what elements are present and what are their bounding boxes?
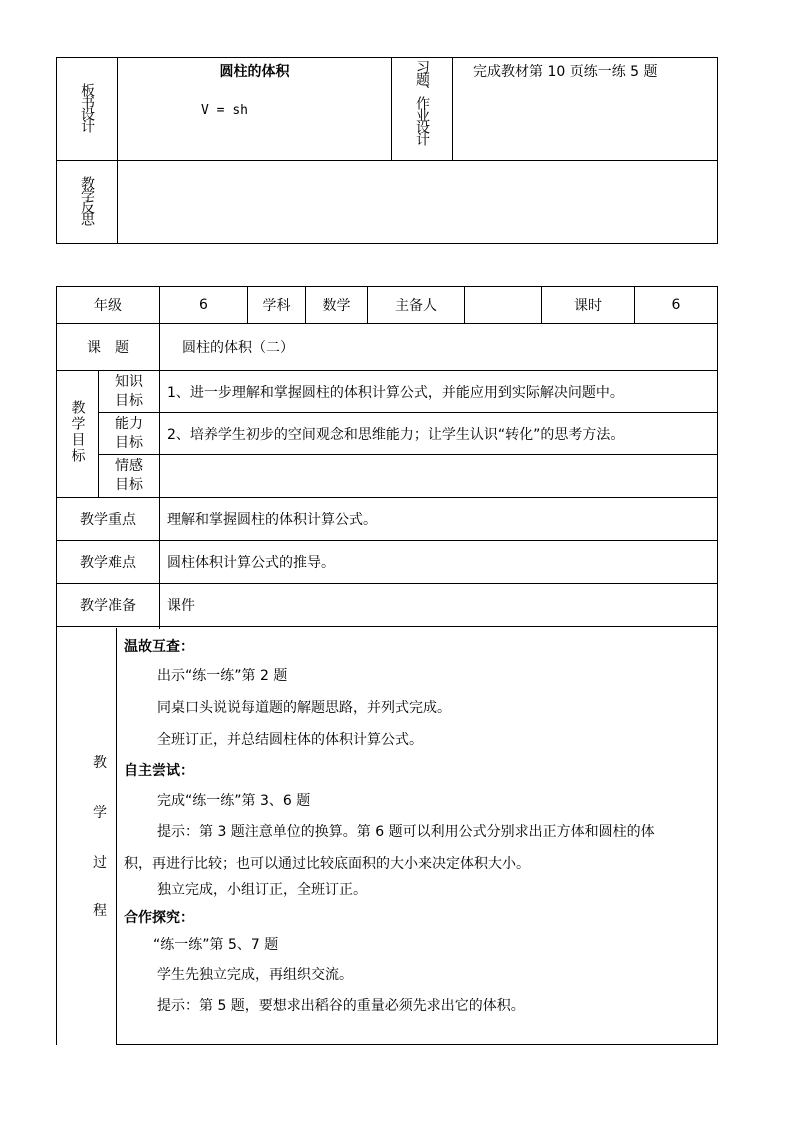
- section-review-title: 温故互查：: [124, 639, 194, 655]
- process-content: [117, 629, 716, 1044]
- process-label-char-4: 程: [93, 903, 107, 919]
- subject-value: 数学: [306, 287, 368, 324]
- explore-line-2: 学生先独立完成，再组织交流。: [157, 967, 353, 983]
- prep-label: 教学准备: [57, 583, 160, 626]
- topic-value-cell: [160, 324, 718, 371]
- difficulty-text: 圆柱体积计算公式的推导。: [167, 554, 335, 571]
- goals-label-cell: [57, 371, 99, 497]
- process-label-char-3: 过: [93, 855, 107, 871]
- topic-value: 圆柱的体积（二）: [182, 340, 294, 357]
- prep-text-cell: [160, 583, 718, 626]
- preparer-label: 主备人: [368, 287, 465, 324]
- homework-label: 习题、作业设计: [414, 60, 430, 144]
- try-line-3: 积，再进行比较；也可以通过比较底面积的大小来决定体积大小。: [124, 856, 530, 872]
- focus-label: 教学重点: [57, 497, 160, 540]
- goals-label: 教学目标: [69, 399, 86, 464]
- knowledge-label-1: 知识: [115, 373, 143, 390]
- grade-label: 年级: [57, 287, 160, 324]
- goal-row-emotion: [57, 455, 718, 497]
- homework-label-cell: [392, 58, 453, 161]
- board-title: 圆柱的体积: [219, 64, 290, 80]
- ability-label-1: 能力: [115, 415, 143, 432]
- difficulty-row: [57, 540, 718, 583]
- section-try-title: 自主尝试：: [124, 763, 194, 779]
- reflection-label: 教学反思: [79, 176, 95, 224]
- period-label: 课时: [542, 287, 635, 324]
- ability-label-2: 目标: [115, 434, 143, 451]
- topic-row: [57, 324, 718, 371]
- prep-text: 课件: [167, 597, 195, 614]
- explore-line-3: 提示：第 5 题，要想求出稻谷的重量必须先求出它的体积。: [157, 998, 525, 1014]
- emotion-text-cell: [160, 455, 718, 497]
- focus-text-cell: [160, 497, 718, 540]
- review-line-3: 全班订正，并总结圆柱体的体积计算公式。: [157, 732, 423, 748]
- info-row: [57, 287, 718, 324]
- difficulty-text-cell: [160, 540, 718, 583]
- emotion-label-2: 目标: [115, 476, 143, 493]
- ability-label-cell: [99, 413, 160, 455]
- review-line-2: 同桌口头说说每道题的解题思路，并列式完成。: [157, 700, 451, 716]
- emotion-label-cell: [99, 455, 160, 497]
- knowledge-label-cell: [99, 371, 160, 413]
- period-value: 6: [635, 287, 718, 324]
- process-label-char-2: 学: [93, 805, 107, 821]
- process-label-column: [56, 628, 117, 1045]
- focus-text: 理解和掌握圆柱的体积计算公式。: [167, 511, 377, 528]
- reflection-content-cell: [118, 161, 718, 244]
- knowledge-text-cell: [160, 371, 718, 413]
- preparer-value: [465, 287, 542, 324]
- ability-text-cell: [160, 413, 718, 455]
- board-content-cell: [118, 58, 392, 161]
- board-design-label-cell: [57, 58, 118, 161]
- board-design-table: [56, 57, 718, 244]
- reflection-label-cell: [57, 161, 118, 244]
- subject-label: 学科: [248, 287, 306, 324]
- difficulty-label: 教学难点: [57, 540, 160, 583]
- board-design-label: 板书设计: [79, 83, 95, 131]
- ability-text: 2、培养学生初步的空间观念和思维能力；让学生认识“转化”的思考方法。: [167, 426, 625, 443]
- review-line-1: 出示“练一练”第 2 题: [157, 668, 288, 684]
- explore-line-1: “练一练”第 5、7 题: [153, 937, 279, 953]
- goal-row-ability: [57, 413, 718, 455]
- focus-row: [57, 497, 718, 540]
- homework-text: 完成教材第 10 页练一练 5 题: [473, 64, 658, 80]
- try-line-1: 完成“练一练”第 3、6 题: [157, 793, 311, 809]
- try-line-4: 独立完成，小组订正，全班订正。: [157, 882, 367, 898]
- try-line-2: 提示：第 3 题注意单位的换算。第 6 题可以利用公式分别求出正方体和圆柱的体: [157, 824, 655, 840]
- goal-row-knowledge: [57, 371, 718, 413]
- knowledge-text: 1、进一步理解和掌握圆柱的体积计算公式，并能应用到实际解决问题中。: [167, 384, 624, 401]
- process-label-char-1: 教: [93, 755, 107, 771]
- knowledge-label-2: 目标: [115, 392, 143, 409]
- grade-value: 6: [160, 287, 248, 324]
- homework-content-cell: [453, 58, 718, 161]
- section-explore-title: 合作探究：: [124, 910, 194, 926]
- board-formula: V = sh: [201, 103, 248, 118]
- topic-label: 课 题: [57, 324, 160, 371]
- prep-row: [57, 583, 718, 626]
- emotion-label-1: 情感: [115, 457, 143, 474]
